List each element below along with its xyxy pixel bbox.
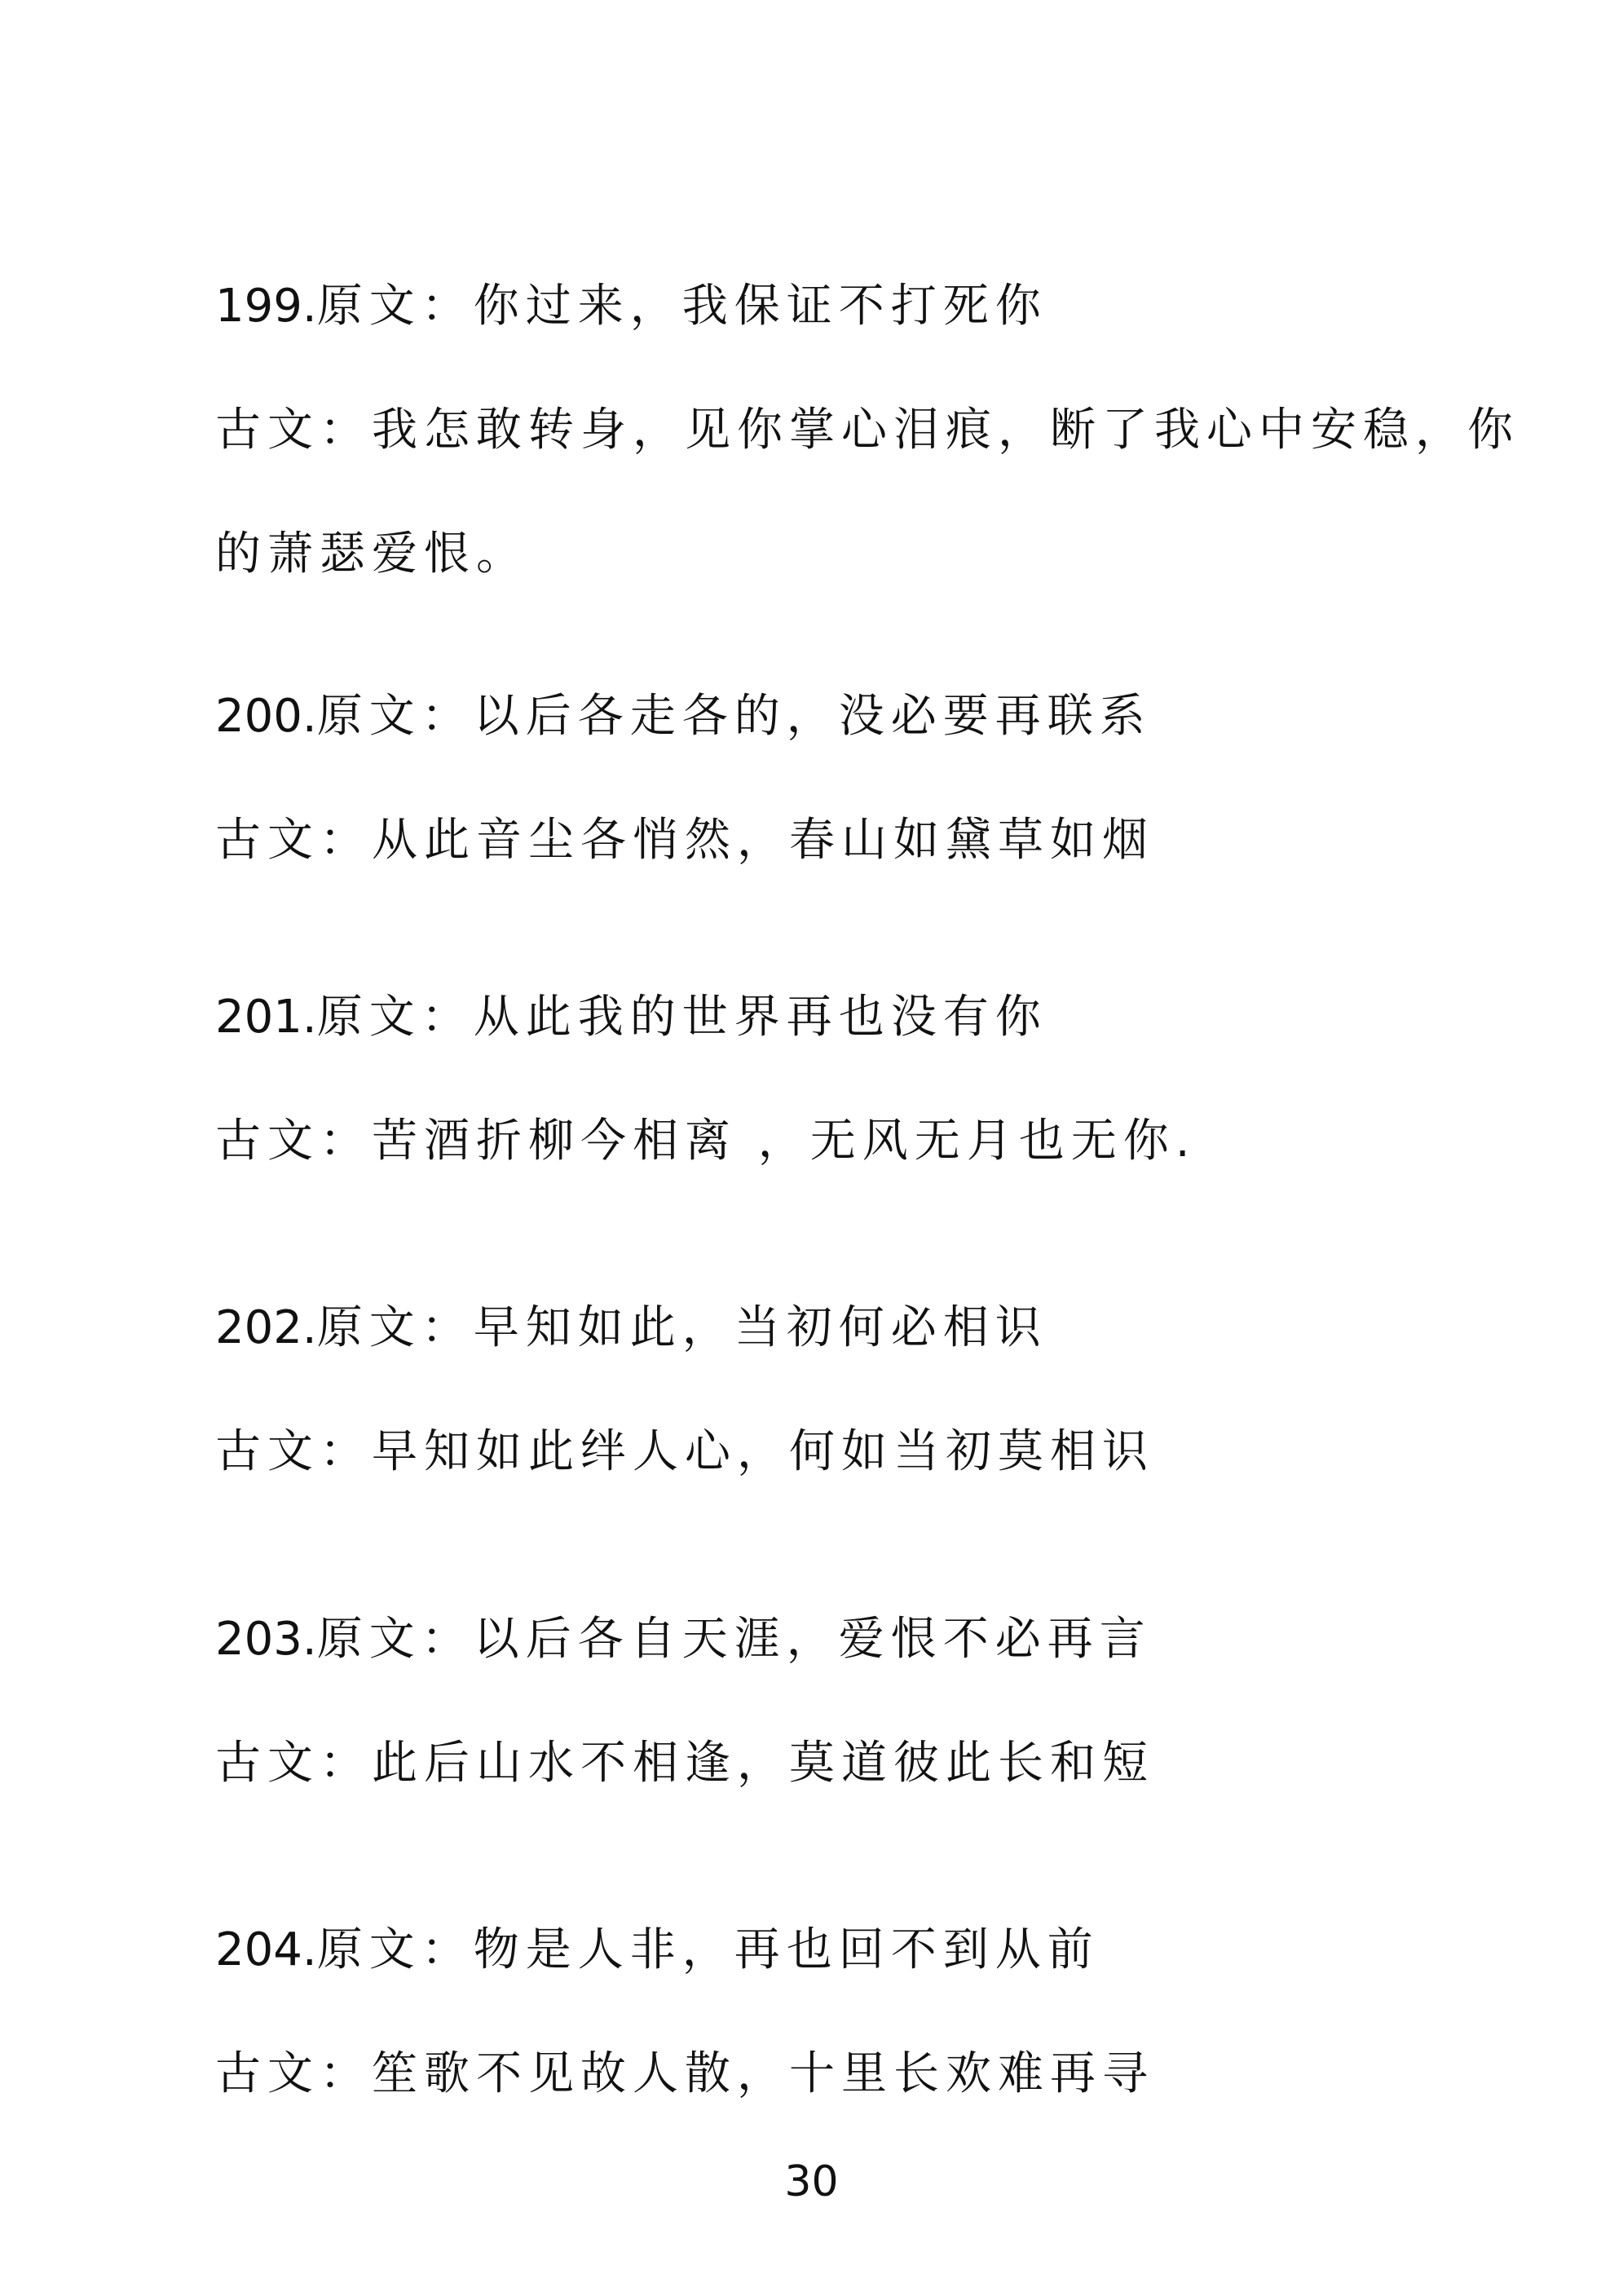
entry-number: 200. <box>215 690 317 743</box>
entry-number: 204. <box>215 1923 317 1976</box>
entry-number: 203. <box>215 1613 317 1666</box>
original-text: 原文：你过来，我保证不打死你 <box>316 280 1047 333</box>
classical-line: 古文：早知如此绊人心，何如当初莫相识 <box>215 1425 1154 1478</box>
page-number: 30 <box>784 2157 839 2206</box>
classical-line: 古文：笙歌不见故人散，十里长欢难再寻 <box>215 2047 1154 2100</box>
entry-203 <box>215 1610 1438 1793</box>
original-line <box>215 1299 1438 1358</box>
entry-202 <box>215 1299 1438 1481</box>
original-line <box>215 988 1438 1047</box>
original-text: 原文：物是人非，再也回不到从前 <box>316 1923 1100 1976</box>
original-line <box>215 1610 1438 1669</box>
entry-number: 199. <box>215 280 317 333</box>
entry-200 <box>215 687 1438 870</box>
original-line <box>215 277 1438 336</box>
original-line <box>215 687 1438 746</box>
classical-line: 古文：从此音尘各悄然，春山如黛草如烟 <box>215 814 1154 867</box>
classical-line: 古文：此后山水不相逢，莫道彼此长和短 <box>215 1737 1154 1790</box>
original-text: 原文：早知如此，当初何必相识 <box>316 1301 1047 1354</box>
original-text: 原文：以后各走各的，没必要再联系 <box>316 690 1152 743</box>
entry-199 <box>215 277 1519 584</box>
entry-number: 201. <box>215 991 317 1044</box>
entry-201 <box>215 988 1438 1171</box>
classical-line: 古文：我怎敢转身，见你掌心泪痕，断了我心中安稳，你 <box>215 404 1519 457</box>
classical-line: 古文：苦酒折柳今相离 ，无风无月也无你. <box>215 1115 1197 1168</box>
original-text: 原文：从此我的世界再也没有你 <box>316 991 1047 1044</box>
original-line <box>215 1921 1438 1980</box>
original-text: 原文：以后各自天涯，爱恨不必再言 <box>316 1613 1152 1666</box>
entry-204 <box>215 1921 1438 2104</box>
classical-line-continued: 的萧瑟爱恨。 <box>215 528 528 581</box>
entry-number: 202. <box>215 1301 317 1354</box>
